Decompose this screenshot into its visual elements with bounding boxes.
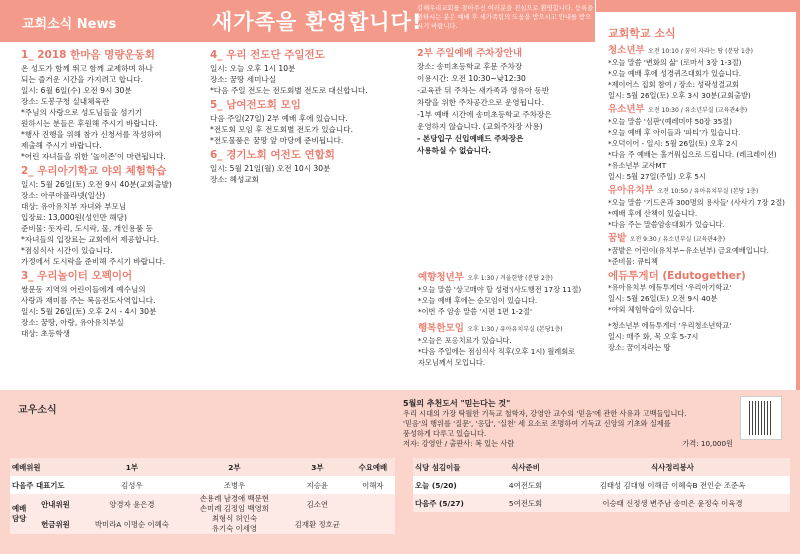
text-line: *꿈밭은 어린이(유치부~유소년부) 금요예배입니다. (608, 246, 769, 255)
text-line: 대상: 유아유치부 자녀와 부모님 (21, 202, 127, 211)
table-row (10, 494, 395, 514)
text-line: 일시: 오늘 오후 1시 10분 (210, 64, 296, 73)
text-line: 자모님께서 모입니다. (418, 358, 486, 367)
text-line: 다음 주일(27일) 2부 예배 후에 있습니다. (210, 114, 348, 123)
text-line: 제출해 주시기 바랍니다. (21, 141, 102, 150)
row-label: 다음주 대표기도 (10, 476, 79, 494)
text-line: *제이어스 집회 참여 / 장소: 성락성결교회 (608, 80, 739, 89)
section-title-presbytery: 6_ 경기노회 여전도 연합회 (210, 149, 335, 161)
text-line: 가정에서 도시락을 준비해 주시기 바랍니다. (21, 257, 166, 266)
news-middle-column (210, 46, 415, 185)
edutogether-title: 에듀투게더 (Edutogether) (608, 270, 746, 282)
section-title-evangelism: 4_ 우리 전도단 주일전도 (210, 49, 325, 61)
church-school-news (608, 26, 798, 353)
text-line: *다음 주 예배는 홀거워십으로 드립니다. (레크레이션) (608, 150, 777, 159)
text-line: *이번 주 암송 말씀 '시편 1편 1-2절' (418, 307, 532, 316)
text-line: *예배 후에 산책이 있습니다. (608, 209, 698, 218)
group-name: 청소년부 (608, 45, 645, 56)
text-line: 운영하지 않습니다. (교회주차장 사용) (417, 122, 543, 131)
table-header: 3부 (284, 458, 351, 476)
table-header: 1부 (79, 458, 185, 476)
text-line: *야외 체험학습이 있습니다. (608, 305, 695, 314)
group-info: 오전 10:30 / 유소년부실 (교육관4층) (648, 107, 748, 114)
parking-warning: - 본당입구 신입예배드 주차장은 (417, 134, 524, 143)
group-info: 오후 1:30 / 겨울한방 (분당 2층) (467, 275, 553, 282)
text-line: 대상: 초등학생 (21, 329, 70, 338)
youth-groups (418, 272, 598, 368)
text-line: 일시: 6월 6일(수) 오전 9시 30분 (21, 86, 132, 95)
text-line: '믿음'의 행위를 '질문', '응답', '실천' 세 요소로 조명하여 기독교 신앙의 기초와 실제를 (403, 419, 671, 428)
table-row (413, 494, 790, 512)
news-left-column (21, 46, 211, 339)
text-line: *오늘은 포옹치료가 있습니다. (418, 336, 512, 345)
text-line: 입장료: 13,000원(성인만 해당) (21, 213, 127, 222)
text-line: *청소년부 에듀투게더 '우리청소년학교' (608, 321, 732, 330)
text-line: *자녀들의 입장료는 교회에서 제공합니다. (21, 235, 160, 244)
table-header: 식사정리봉사 (555, 458, 790, 476)
text-line: 사랑과 재미를 주는 복음전도사역입니다. (21, 296, 156, 305)
table-cell: 양경자 윤은경 (79, 494, 185, 514)
group-header-happy-meeting (418, 323, 598, 335)
section-body-sports-day (21, 63, 211, 162)
text-line: *전도물품은 꿈땅 앞 마당에 준비됩니다. (210, 136, 344, 145)
group-name: 유소년부 (608, 104, 645, 115)
text-line: *점심식사 시간이 있습니다. (21, 246, 113, 255)
book-price: 가격: 10,000원 (682, 439, 733, 448)
table-header: 2부 (185, 458, 284, 476)
section-title-field-trip: 2_ 우리아기학교 야외 체험학습 (21, 165, 167, 177)
group-label (10, 494, 32, 534)
right-top-tab (596, 0, 800, 12)
cell-line: 최형식 허인숙 (211, 514, 257, 523)
text-line: 일시: 5월 27일(주일) 오후 5시 (608, 172, 706, 181)
text-line: *오늘 예배 후 아이들과 '파티'가 있습니다. (608, 128, 741, 137)
table-header: 수요예배 (351, 458, 395, 476)
book-recommendation (403, 399, 733, 449)
section-title-mission-meeting: 5_ 남여전도회 모임 (210, 99, 301, 111)
members-news-title: 교우소식 (18, 405, 57, 416)
table-cell: 이승태 신정생 변주남 송미은 윤정숙 이육경 (555, 494, 790, 512)
text-line: 일시: 5월 26일(토) 오전 9시 40분(교회출발) (21, 180, 172, 189)
text-line: 차량을 위한 주차공간으로 운영됩니다. (417, 98, 545, 107)
table-row (10, 476, 395, 494)
news-label: 교회소식 News (22, 17, 117, 32)
text-line: *유아유치부 에듀투게더 '우리아기학교' (608, 283, 732, 292)
table-row (413, 476, 790, 494)
section-body-field-trip (21, 179, 211, 267)
book-cover-pattern (749, 401, 773, 435)
cell-line: 손용례 남경애 백문현 (199, 494, 269, 503)
text-line: *다음 주일에는 점심식사 직후(오후 1시) 월례회로 (418, 347, 576, 356)
table-cell (185, 494, 284, 514)
group-header-preschool (608, 185, 798, 197)
book-title: 5월의 추천도서 "믿는다는 것" (403, 399, 511, 408)
group-name: 행복한모임 (418, 323, 464, 334)
text-line: *오늘 말씀 '심판'(예레미야 50장 35절) (608, 117, 732, 126)
table-cell: 김태성 김대형 이해금 이혜숙B 전인순 조준옥 (555, 476, 790, 494)
table-header: 식사준비 (496, 458, 555, 476)
text-line: *유소년부 교사MT (608, 161, 667, 170)
group-header-young-adults (418, 272, 598, 284)
text-line: 원하시는 분들은 후원해 주시기 바랍니다. (21, 119, 158, 128)
book-cover-image (740, 396, 782, 440)
text-line: -1부 예배 시간에 송미초등학교 주차장은 (417, 110, 552, 119)
table-cell: 이해자 (351, 476, 395, 494)
table-header: 예배위원 (10, 458, 79, 476)
text-line: 우리 시대의 가장 탁월한 기독교 철학자, 강영안 교수의 '믿음'에 관한 사유과 고백들입니다. (403, 409, 687, 418)
group-label-line: 담당 (12, 514, 27, 523)
text-line: *전도회 모임 후 전도회별 전도가 있습니다. (210, 125, 353, 134)
table-cell: 4여전도회 (496, 476, 555, 494)
text-line: 장소: 꿈이자라는 땅 (608, 343, 671, 352)
page-title: 새가족을 환영합니다! (212, 10, 423, 34)
table-cell: 조병우 (185, 476, 284, 494)
group-name: 유아유치부 (608, 185, 654, 196)
group-info: 오전 10:10 / 꿈이 자라는 땅 (분당 1층) (648, 48, 753, 55)
text-line: 장소: 혜성교회 (210, 175, 259, 184)
text-line: *오늘 말씀 '상고매야 할 성령'(사도행전 17장 11절) (418, 285, 582, 294)
text-line: *오늘 예배 후에 성경퀴즈대회가 있습니다. (608, 69, 742, 78)
text-line: 준비물: 돗자리, 도시락, 물, 개인용품 등 (21, 224, 153, 233)
text-line: *다음 주는 말씀암송대회가 있습니다. (608, 220, 725, 229)
text-line: *행사 진행을 위해 참가 신청서를 작성하여 (21, 130, 162, 139)
text-line: 일시: 5월 21일(월) 오전 10시 30분 (210, 164, 331, 173)
text-line: 이용시간: 오전 10:30~낮12:30 (417, 74, 526, 83)
meal-service-table (413, 458, 790, 512)
group-info: 오전 9:30 / 유소년부실 (교육관4층) (629, 236, 726, 243)
text-line: 장소: 꿈땅 세미나실 (210, 75, 277, 84)
group-info: 오전 10:50 / 유아유치부실 (본당 1층) (657, 188, 759, 195)
school-title: 교회학교 소식 (608, 27, 676, 40)
table-cell: 김성우 (79, 476, 185, 494)
table-header-row (413, 458, 790, 476)
book-author: 저자: 강영안 / 출판사: 복 있는 사람 (403, 439, 515, 448)
group-label-line: 예배 (12, 504, 27, 513)
table-cell (351, 494, 395, 514)
text-line: 풍성하게 다루고 있습니다. (403, 429, 487, 438)
row-label: 헌금위원 (32, 514, 79, 534)
table-cell (351, 514, 395, 534)
cell-line: 유기숙 이세영 (211, 524, 257, 533)
text-line: 장소: 송미초등학교 후문 주차장 (417, 62, 523, 71)
cell-line: 손미례 김정임 백영희 (199, 504, 269, 513)
group-header-teens (608, 45, 798, 57)
table-cell: 김소연 (284, 494, 351, 514)
row-label: 오늘 (5/20) (413, 476, 496, 494)
text-line: *어린 자녀들을 위한 '놀이존'이 마련됩니다. (21, 152, 166, 161)
group-name: 꿈밭 (608, 233, 627, 244)
table-cell: 박미라A 이명순 이혜숙 (79, 514, 185, 534)
text-line: 일시: 5월 26일(토) 오전 9시 40분 (608, 294, 718, 303)
text-line: *준비물: 큐티책 (608, 257, 658, 266)
parking-notice (417, 44, 595, 157)
table-row (10, 514, 395, 534)
text-line: 장소: 꿈땅, 아랑, 유아유치부실 (21, 318, 124, 327)
parking-warning: 사용하실 수 없습니다. (417, 146, 492, 155)
text-line: 되는 즐거운 시간을 가지려고 합니다. (21, 75, 144, 84)
text-line: 온 성도가 함께 뛰고 함께 교제하며 하나 (21, 64, 153, 73)
text-line: 장소: 도봉구청 실내체육관 (21, 97, 110, 106)
text-line: 일시: 5월 26일(토) 오후 2시 - 4시 30분 (21, 307, 157, 316)
text-line: 일시: 5월 26일(토) 오후 3시 30분(교회출발) (608, 91, 751, 100)
row-label: 다음주 (5/27) (413, 494, 496, 512)
text-line: *주님의 사랑으로 성도님들을 섬기기 (21, 108, 143, 117)
section-body-playground (21, 284, 211, 339)
text-line: 쌍문동 지역의 어린이들에게 예수님의 (21, 285, 146, 294)
worship-duty-table (10, 458, 395, 534)
table-header-row (10, 458, 395, 476)
group-name: 예향청년부 (418, 272, 464, 283)
group-info: 오후 1:30 / 유아유치부실 (본당1층) (467, 326, 563, 333)
table-header: 식당 섬김이들 (413, 458, 496, 476)
row-label: 안내위원 (32, 494, 79, 514)
section-title-playground: 3_ 우리놀이터 오펙이어 (21, 270, 133, 282)
section-title-sports-day: 1_ 2018 한마음 명량운동회 (21, 49, 155, 61)
group-header-elementary (608, 104, 798, 116)
table-cell (185, 514, 284, 534)
text-line: -교육관 뒤 주차는 새가족과 영유아 동반 (417, 86, 550, 95)
text-line: *오덕이어 - 일시: 5월 26일(토) 오후 2시 (608, 139, 738, 148)
text-line: *오늘 예배 후에는 순모임이 있습니다. (418, 296, 538, 305)
text-line: 장소: 아쿠아플라넷(일산) (21, 191, 106, 200)
welcome-intro: 김해우리교회를 찾아주신 여러분을 진심으로 환영합니다. 등록을 원하시는 분은 예배 후 새가족팀의 도움을 받으시고 안내를 받으시기 바랍니다. (417, 5, 594, 30)
table-cell: 지승윤 (284, 476, 351, 494)
text-line: *다음 주일 전도는 전도회별 전도로 대신합니다. (210, 86, 368, 95)
table-cell: 김재환 정호균 (284, 514, 351, 534)
group-header-dream-field (608, 233, 798, 245)
text-line: *오늘 말씀 '기드온과 300명의 용사들' (사사기 7장 2절) (608, 198, 785, 207)
parking-title: 2부 주일예배 주차장안내 (417, 48, 522, 59)
table-cell: 5여전도회 (496, 494, 555, 512)
text-line: *오늘 말씀 '변화의 삶' (로마서 3장 1-3절) (608, 58, 742, 67)
text-line: 일시: 매주 화, 목 오후 5-7시 (608, 332, 699, 341)
